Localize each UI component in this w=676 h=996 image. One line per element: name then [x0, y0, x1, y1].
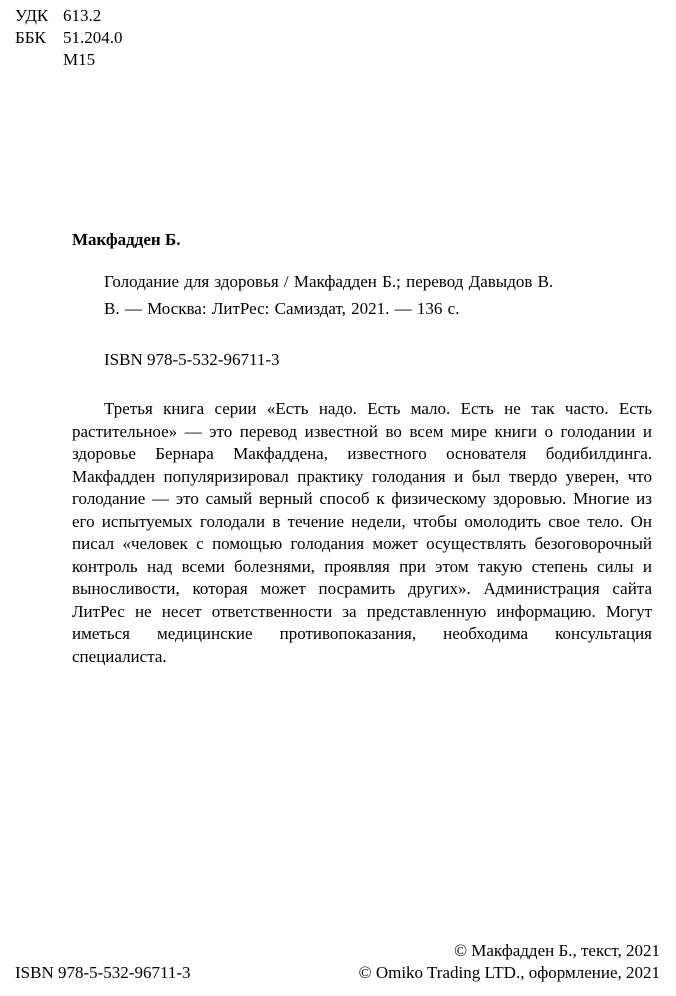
classification-block — [15, 5, 123, 71]
author-mark-row — [15, 49, 123, 71]
udk-value: 613.2 — [63, 6, 102, 25]
copyright-block — [359, 940, 660, 984]
author-heading: Макфадден Б. — [72, 230, 181, 249]
isbn: ISBN 978-5-532-96711-3 — [104, 350, 280, 369]
bbk-label: ББК — [15, 28, 46, 47]
copyright-design: © Omiko Trading LTD., оформление, 2021 — [358, 963, 660, 982]
bibliographic-record — [104, 268, 604, 322]
annotation-text: Третья книга серии «Есть надо. Есть мало. Есть не так часто. Есть растительное» — это перевод известной во всем мире книги о голодании и здоровье Бернара Макфаддена, известного основателя бодибилдинга. Макфадден популяризировал практику голодания и был твердо уверен, что голодание — это самый верный способ к физическому здоровью. Многие из его испытуемых голодали в течение недели, чтобы омолодить свое тело. Он писал «человек с помощью голодания может осуществлять безоговорочный контроль над всеми болезнями, проявляя при этом такую степень силы и выносливости, которая может посрамить других». Администрация сайта ЛитРес не несет ответственности за представленную информацию. Могут иметься медицинские противопоказания, необходима консультация специалиста. — [72, 399, 652, 666]
bibliographic-line-1: Голодание для здоровья / Макфадден Б.; перевод Давыдов В. — [104, 272, 554, 291]
bibliographic-line-2: В. — Москва: ЛитРес: Самиздат, 2021. — 136 с. — [104, 299, 460, 318]
footer-isbn: ISBN 978-5-532-96711-3 — [15, 963, 191, 982]
udk-row — [15, 5, 123, 27]
author-mark: М15 — [63, 50, 96, 69]
udk-label: УДК — [15, 6, 49, 25]
bbk-value: 51.204.0 — [63, 28, 123, 47]
bbk-row — [15, 27, 123, 49]
copyright-text: © Макфадден Б., текст, 2021 — [454, 941, 660, 960]
